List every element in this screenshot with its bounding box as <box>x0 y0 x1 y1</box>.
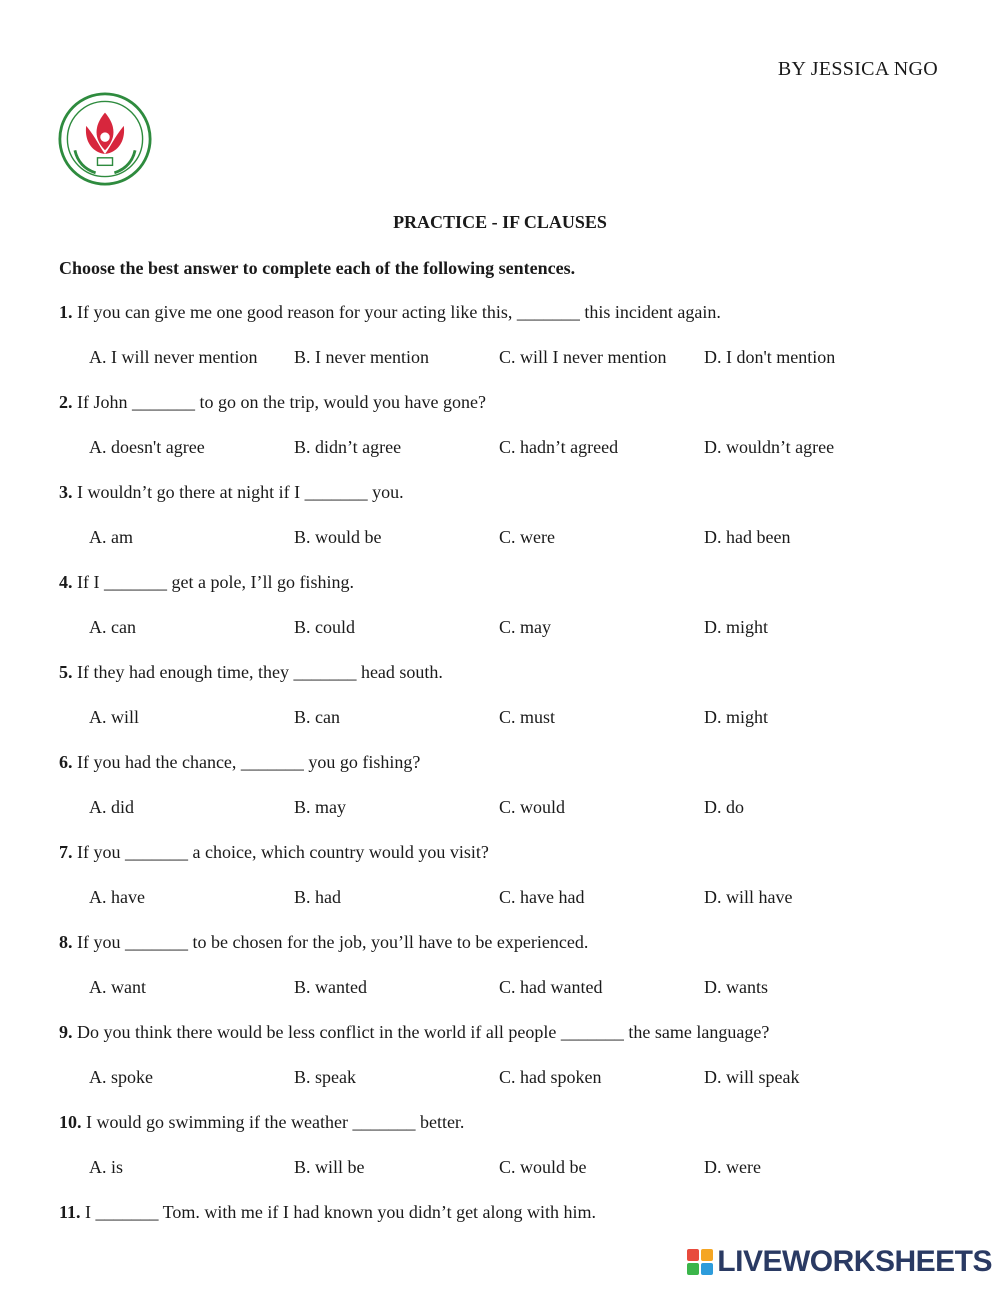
option-d: D. do <box>704 797 744 817</box>
school-logo <box>58 92 152 186</box>
question-text: If you _______ to be chosen for the job, you’ll have to be experienced. <box>77 932 589 952</box>
option-c: C. would <box>499 797 566 817</box>
question-text: I would go swimming if the weather _______ better. <box>86 1112 465 1132</box>
option-d: D. I don't mention <box>704 347 836 367</box>
question-text: If you had the chance, _______ you go fishing? <box>77 752 421 772</box>
question-1 <box>59 302 959 392</box>
question-3 <box>59 482 959 572</box>
option-a: A. want <box>89 977 146 997</box>
liveworksheets-brand[interactable] <box>687 1245 992 1279</box>
question-9 <box>59 1022 959 1112</box>
question-list <box>59 302 959 1292</box>
option-b: B. will be <box>294 1157 365 1177</box>
question-text: Do you think there would be less conflict in the world if all people _______ the same language? <box>77 1022 770 1042</box>
question-number: 3. <box>59 482 73 502</box>
option-b: B. had <box>294 887 341 907</box>
option-a: A. will <box>89 707 140 727</box>
option-b: B. I never mention <box>294 347 429 367</box>
question-text: If you _______ a choice, which country would you visit? <box>77 842 489 862</box>
brand-text: LIVEWORKSHEETS <box>717 1245 992 1278</box>
question-number: 2. <box>59 392 73 412</box>
option-c: C. would be <box>499 1157 587 1177</box>
option-c: C. will I never mention <box>499 347 667 367</box>
question-7 <box>59 842 959 932</box>
question-8 <box>59 932 959 1022</box>
liveworksheets-logo-icon <box>687 1249 713 1275</box>
option-b: B. didn’t agree <box>294 437 402 457</box>
option-d: D. might <box>704 707 769 727</box>
option-a: A. am <box>89 527 133 547</box>
option-d: D. will speak <box>704 1067 800 1087</box>
option-a: A. doesn't agree <box>89 437 205 457</box>
question-10 <box>59 1112 959 1202</box>
question-4 <box>59 572 959 662</box>
option-c: C. hadn’t agreed <box>499 437 619 457</box>
question-number: 10. <box>59 1112 82 1132</box>
question-text: I _______ Tom. with me if I had known you didn’t get along with him. <box>85 1202 597 1222</box>
option-d: D. were <box>704 1157 761 1177</box>
option-c: C. were <box>499 527 555 547</box>
option-b: B. wanted <box>294 977 367 997</box>
option-b: B. would be <box>294 527 382 547</box>
option-d: D. wants <box>704 977 768 997</box>
option-c: C. must <box>499 707 556 727</box>
question-2 <box>59 392 959 482</box>
option-c: C. have had <box>499 887 585 907</box>
question-number: 1. <box>59 302 73 322</box>
option-a: A. have <box>89 887 145 907</box>
question-text: If I _______ get a pole, I’ll go fishing. <box>77 572 354 592</box>
question-text: I wouldn’t go there at night if I _______ you. <box>77 482 404 502</box>
option-d: D. had been <box>704 527 791 547</box>
instruction-text: Choose the best answer to complete each of the following sentences. <box>59 258 576 278</box>
question-text: If they had enough time, they _______ head south. <box>77 662 443 682</box>
question-number: 8. <box>59 932 73 952</box>
option-c: C. had spoken <box>499 1067 602 1087</box>
option-a: A. did <box>89 797 134 817</box>
question-number: 9. <box>59 1022 73 1042</box>
option-d: D. might <box>704 617 769 637</box>
question-number: 7. <box>59 842 73 862</box>
option-c: C. may <box>499 617 551 637</box>
option-d: D. wouldn’t agree <box>704 437 835 457</box>
option-a: A. I will never mention <box>89 347 258 367</box>
option-d: D. will have <box>704 887 793 907</box>
question-number: 5. <box>59 662 73 682</box>
option-a: A. can <box>89 617 136 637</box>
option-b: B. can <box>294 707 340 727</box>
question-number: 6. <box>59 752 73 772</box>
option-c: C. had wanted <box>499 977 603 997</box>
question-6 <box>59 752 959 842</box>
page-title: PRACTICE - IF CLAUSES <box>393 212 607 232</box>
question-text: If John _______ to go on the trip, would you have gone? <box>77 392 486 412</box>
question-number: 11. <box>59 1202 81 1222</box>
option-a: A. is <box>89 1157 124 1177</box>
option-b: B. speak <box>294 1067 356 1087</box>
question-text: If you can give me one good reason for your acting like this, _______ this incident again. <box>77 302 721 322</box>
option-b: B. may <box>294 797 346 817</box>
option-b: B. could <box>294 617 355 637</box>
question-5 <box>59 662 959 752</box>
question-number: 4. <box>59 572 73 592</box>
option-a: A. spoke <box>89 1067 153 1087</box>
author-label: BY JESSICA NGO <box>777 58 938 80</box>
